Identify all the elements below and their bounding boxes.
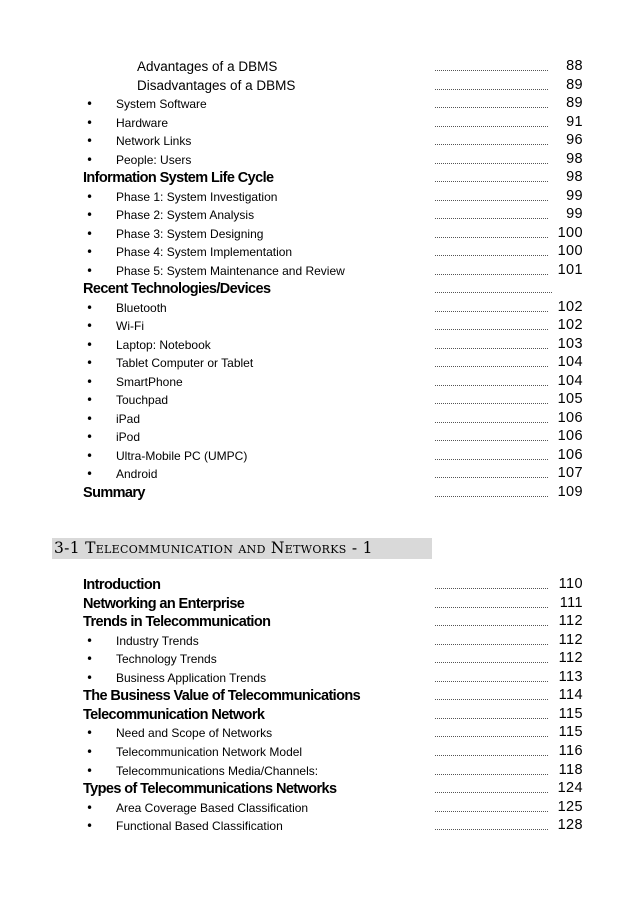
toc-page-number: 106: [557, 428, 583, 444]
toc-entry-label: Phase 2: System Analysis: [116, 208, 255, 222]
bullet-icon: •: [86, 115, 94, 130]
toc-entry-label: Ultra-Mobile PC (UMPC): [116, 448, 248, 463]
dot-leader: [435, 644, 548, 645]
toc-entry-label: Industry Trends: [116, 633, 199, 648]
dot-leader: [435, 811, 548, 812]
dot-leader: [435, 292, 552, 293]
toc-page-number: 96: [566, 132, 583, 148]
toc-entry: [0, 336, 638, 354]
dot-leader: [435, 348, 548, 349]
toc-entry-label: iPod: [116, 430, 141, 444]
toc-entry-label: Tablet Computer or Tablet: [116, 356, 254, 370]
toc-entry: [0, 799, 638, 817]
toc-entry: [0, 447, 638, 465]
toc-page-number: 101: [557, 261, 583, 278]
bullet-icon: •: [86, 300, 94, 315]
bullet-icon: •: [86, 393, 94, 407]
toc-entry-label: Wi-Fi: [116, 319, 144, 333]
bullet-icon: •: [86, 97, 94, 111]
toc-entry: [0, 243, 638, 261]
toc-entry-label: Summary: [83, 484, 145, 501]
dot-leader: [435, 126, 548, 127]
toc-page-number: 109: [557, 483, 583, 500]
toc-entry-label: Touchpad: [116, 393, 169, 407]
chapter-heading: [52, 538, 432, 559]
toc-entry-label: Bluetooth: [116, 300, 167, 315]
toc-page-number: 103: [557, 335, 583, 352]
dot-leader: [435, 774, 548, 775]
toc-entry: [0, 95, 638, 113]
toc-entry-label: Introduction: [83, 577, 161, 593]
bullet-icon: •: [86, 819, 94, 834]
dot-leader: [435, 422, 548, 423]
dot-leader: [435, 107, 548, 108]
toc-page-number: 102: [557, 317, 583, 333]
toc-entry: [0, 188, 638, 206]
toc-entry: [0, 428, 638, 446]
toc-entry: [0, 632, 638, 650]
toc-page-number: 89: [566, 76, 583, 93]
dot-leader: [435, 329, 548, 330]
toc-entry: [0, 206, 638, 224]
toc-entry-label: System Software: [116, 97, 207, 111]
toc-entry: [0, 354, 638, 372]
bullet-icon: •: [86, 633, 94, 648]
toc-entry-label: Phase 1: System Investigation: [116, 189, 278, 204]
toc-entry-label: Types of Telecommunications Networks: [83, 781, 337, 798]
bullet-icon: •: [86, 152, 94, 167]
dot-leader: [435, 459, 548, 460]
bullet-icon: •: [86, 356, 94, 370]
bullet-icon: •: [86, 263, 94, 278]
toc-entry-label: Area Coverage Based Classification: [116, 800, 309, 815]
toc-page-number: 99: [566, 206, 583, 222]
toc-page-number: 116: [558, 742, 583, 759]
dot-leader: [435, 625, 548, 626]
toc-entry-label: SmartPhone: [116, 374, 183, 389]
toc-page-number: 114: [558, 687, 583, 704]
toc-page-number: 112: [558, 650, 583, 667]
bullet-icon: •: [86, 134, 94, 148]
toc-entry-label: Phase 4: System Implementation: [116, 245, 293, 259]
toc-page-number: 106: [557, 446, 583, 463]
toc-entry-label: Advantages of a DBMS: [137, 59, 278, 74]
toc-page-number: 115: [558, 705, 583, 722]
dot-leader: [435, 829, 548, 830]
dot-leader: [435, 366, 548, 367]
toc-entry: [0, 743, 638, 761]
bullet-icon: •: [86, 208, 94, 222]
toc-entry: [0, 299, 638, 317]
toc-entry: [0, 762, 638, 780]
toc-entry-label: Telecommunication Network Model: [116, 744, 303, 759]
toc-entry: [0, 817, 638, 835]
bullet-icon: •: [86, 430, 94, 444]
toc-entry: [0, 465, 638, 483]
dot-leader: [435, 70, 548, 71]
dot-leader: [435, 403, 548, 404]
bullet-icon: •: [86, 319, 94, 333]
dot-leader: [435, 718, 548, 719]
dot-leader: [435, 607, 548, 608]
bullet-icon: •: [86, 800, 94, 815]
dot-leader: [435, 662, 548, 663]
toc-page-number: 91: [566, 113, 583, 130]
toc-page-number: 102: [557, 298, 583, 315]
bullet-icon: •: [86, 226, 94, 241]
dot-leader: [435, 440, 548, 441]
toc-entry: [0, 114, 638, 132]
toc-page-number: 118: [558, 761, 583, 778]
bullet-icon: •: [86, 763, 94, 778]
toc-entry-label: Functional Based Classification: [116, 819, 283, 834]
toc-entry-label: Information System Life Cycle: [83, 170, 274, 186]
toc-page-number: 100: [557, 243, 583, 259]
toc-page-number: 110: [558, 576, 583, 592]
toc-section-entry: [0, 706, 638, 724]
toc-entry-label: Trends in Telecommunication: [83, 614, 271, 631]
toc-entry-label: Need and Scope of Networks: [116, 726, 273, 741]
toc-section-entry: [0, 687, 638, 705]
toc-entry: [0, 317, 638, 335]
bullet-icon: •: [86, 448, 94, 463]
toc-entry-label: Telecommunications Media/Channels:: [116, 763, 319, 778]
dot-leader: [435, 274, 548, 275]
toc-page-number: 89: [566, 95, 583, 111]
toc-page-number: 106: [557, 409, 583, 426]
toc-entry-label: Android: [116, 467, 158, 481]
bullet-icon: •: [86, 189, 94, 204]
dot-leader: [435, 237, 548, 238]
dot-leader: [435, 755, 548, 756]
toc-section-entry: [0, 169, 638, 187]
toc-entry: [0, 77, 638, 95]
toc-page-number: 88: [566, 58, 583, 74]
toc-page-number: 105: [557, 391, 583, 407]
dot-leader: [435, 699, 548, 700]
dot-leader: [435, 218, 548, 219]
toc-entry-label: Phase 3: System Designing: [116, 226, 264, 241]
toc-page-number: 125: [557, 798, 583, 815]
toc-page-number: 124: [557, 780, 583, 797]
toc-entry: [0, 58, 638, 76]
toc-entry-label: People: Users: [116, 152, 192, 167]
toc-entry: [0, 410, 638, 428]
toc-entry: [0, 669, 638, 687]
bullet-icon: •: [86, 411, 94, 426]
toc-entry: [0, 650, 638, 668]
toc-page-number: 107: [557, 465, 583, 481]
bullet-icon: •: [86, 374, 94, 389]
toc-page-number: 111: [559, 594, 583, 611]
bullet-icon: •: [86, 726, 94, 741]
toc-entry-label: Disadvantages of a DBMS: [137, 77, 296, 93]
toc-entry-label: Technology Trends: [116, 652, 217, 667]
dot-leader: [435, 736, 548, 737]
toc-entry-label: Networking an Enterprise: [83, 595, 245, 612]
toc-entry: [0, 151, 638, 169]
toc-entry: [0, 724, 638, 742]
toc-entry-label: The Business Value of Telecommunications: [83, 688, 361, 705]
toc-entry: [0, 132, 638, 150]
toc-entry-label: Network Links: [116, 134, 192, 148]
toc-entry: [0, 262, 638, 280]
dot-leader: [435, 792, 548, 793]
toc-section-entry: [0, 484, 638, 502]
toc-page-number: 100: [557, 224, 583, 241]
toc-section-entry: [0, 280, 638, 298]
toc-page-number: 113: [558, 668, 583, 685]
dot-leader: [435, 385, 548, 386]
dot-leader: [435, 163, 548, 164]
toc-section-entry: [0, 613, 638, 631]
toc-page-number: 98: [566, 150, 583, 167]
toc-page-number: 99: [566, 187, 583, 204]
toc-entry-label: Laptop: Notebook: [116, 337, 211, 352]
dot-leader: [435, 255, 548, 256]
bullet-icon: •: [86, 652, 94, 667]
bullet-icon: •: [86, 245, 94, 259]
toc-entry-label: Hardware: [116, 115, 169, 130]
toc-page-number: 115: [558, 724, 583, 741]
toc-entry-label: Business Application Trends: [116, 670, 267, 685]
dot-leader: [435, 89, 548, 90]
bullet-icon: •: [86, 467, 94, 481]
toc-section-entry: [0, 780, 638, 798]
toc-page-number: 112: [558, 613, 583, 630]
toc-page-number: 104: [557, 372, 583, 389]
toc-entry-label: Recent Technologies/Devices: [83, 281, 271, 297]
toc-section-entry: [0, 576, 638, 594]
toc-page-number: 112: [558, 631, 583, 648]
toc-entry: [0, 225, 638, 243]
dot-leader: [435, 144, 548, 145]
dot-leader: [435, 681, 548, 682]
dot-leader: [435, 588, 548, 589]
toc-entry-label: Telecommunication Network: [83, 706, 265, 723]
toc-page-number: 128: [557, 817, 583, 834]
dot-leader: [435, 477, 548, 478]
bullet-icon: •: [86, 670, 94, 685]
toc-section-entry: [0, 595, 638, 613]
dot-leader: [435, 200, 548, 201]
toc-entry-label: Phase 5: System Maintenance and Review: [116, 263, 345, 278]
toc-entry: [0, 391, 638, 409]
toc-page-number: 98: [566, 169, 583, 185]
dot-leader: [435, 496, 548, 497]
toc-entry-label: iPad: [116, 411, 141, 426]
bullet-icon: •: [86, 744, 94, 759]
toc-page-number: 104: [557, 354, 583, 370]
dot-leader: [435, 311, 548, 312]
toc-entry: [0, 373, 638, 391]
chapter-title: 3-1 Telecommunication and Networks - 1: [54, 539, 373, 557]
dot-leader: [435, 181, 548, 182]
bullet-icon: •: [86, 337, 94, 352]
